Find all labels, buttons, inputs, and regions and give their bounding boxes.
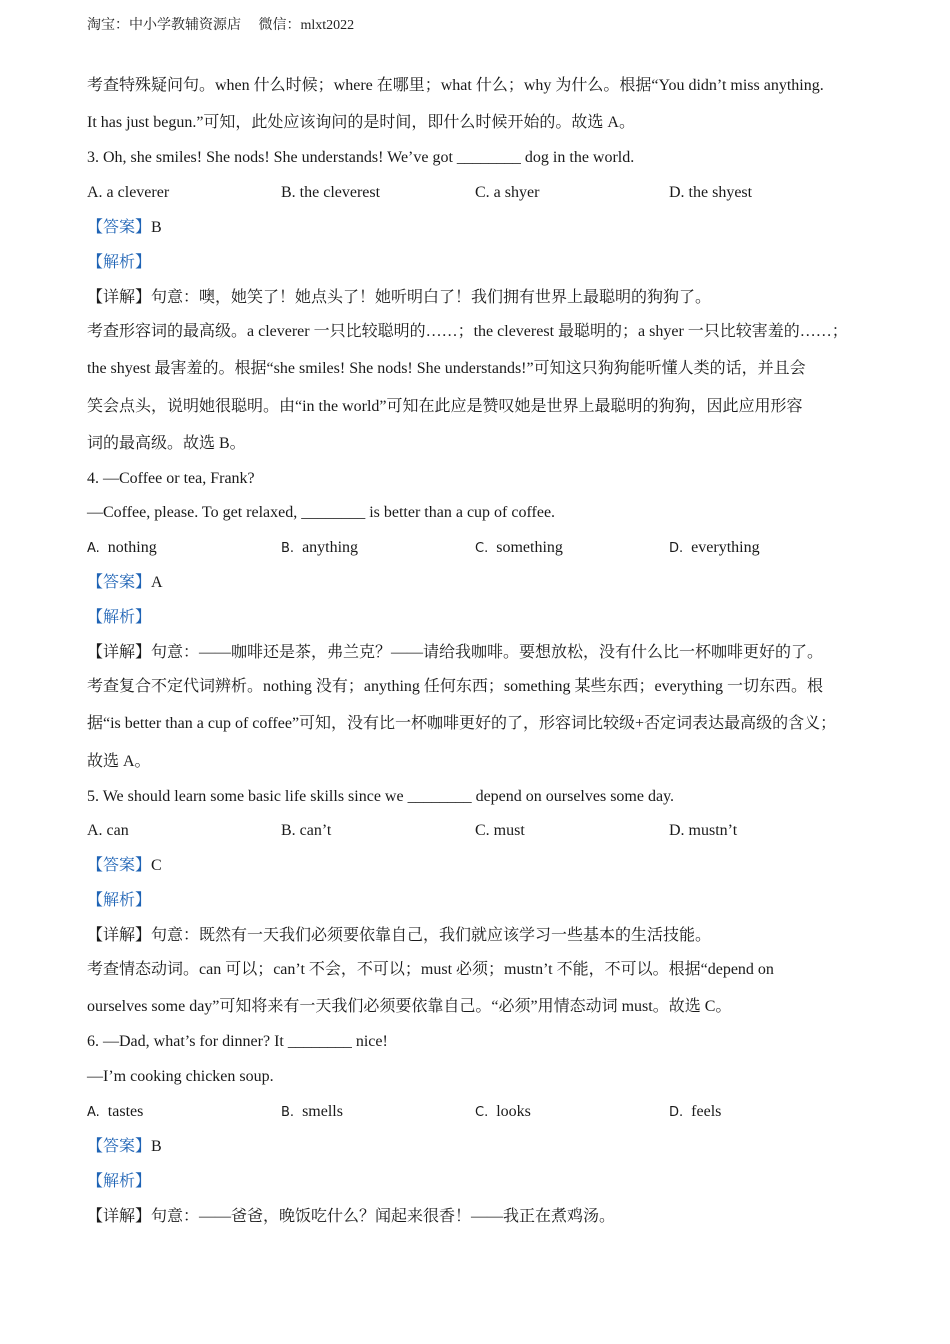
q5-option-d: D. mustn’t [669,822,738,839]
q4-analysis-label: 【解析】 [87,609,152,626]
option-letter: C. [475,1105,489,1120]
option-letter: A. [87,1105,100,1120]
question-6-stem: —I’m cooking chicken soup. [87,1068,274,1085]
answer-value: B [151,1138,162,1155]
option-text: looks [496,1103,531,1120]
option-letter: B. [281,541,295,556]
q6-option-d [669,1101,721,1124]
option-text: everything [691,539,760,556]
q4-detail [87,642,823,664]
detail-text: 句意：既然有一天我们必须要依靠自己，我们就应该学习一些基本的生活技能。 [151,927,712,944]
option-text: something [496,539,563,556]
q3-explain-line: 词的最高级。故选 B。 [87,435,246,452]
detail-label: 【详解】 [87,1208,152,1225]
detail-text: 句意：——咖啡还是茶，弗兰克？——请给我咖啡。要想放松，没有什么比一杯咖啡更好的了。 [151,644,824,661]
answer-value: B [151,219,162,236]
q4-option-c [475,537,563,560]
detail-label: 【详解】 [87,289,152,306]
option-text: smells [302,1103,343,1120]
q5-option-b: B. can’t [281,822,332,839]
option-text: anything [302,539,359,556]
q4-explain-line: 故选 A。 [87,753,151,770]
q3-explain-line: 考查形容词的最高级。a cleverer 一只比较聪明的……；the cleverest 最聪明的；a shyer 一只比较害羞的……； [87,323,848,340]
intro-line: 考查特殊疑问句。when 什么时候；where 在哪里；what 什么；why 为什么。根据“You didn’t miss anything. [87,77,824,94]
q6-option-a [87,1101,143,1124]
q3-option-d: D. the shyest [669,184,753,201]
option-text: feels [691,1103,722,1120]
q4-option-d [669,537,760,560]
q4-answer [87,572,163,594]
q5-explain-line: ourselves some day”可知将来有一天我们必须要依靠自己。“必须”用情态动词 must。故选 C。 [87,998,732,1015]
detail-label: 【详解】 [87,927,152,944]
detail-text: 句意：——爸爸，晚饭吃什么？闻起来很香！——我正在煮鸡汤。 [151,1208,616,1225]
q5-option-c: C. must [475,822,525,839]
q5-detail [87,925,711,947]
q5-analysis-label: 【解析】 [87,892,152,909]
q4-explain-line: 考查复合不定代词辨析。nothing 没有；anything 任何东西；something 某些东西；everything 一切东西。根 [87,678,823,695]
question-3-stem: 3. Oh, she smiles! She nods! She understands! We’ve got ________ dog in the world. [87,149,635,166]
q6-option-c [475,1101,531,1124]
q3-analysis-label: 【解析】 [87,254,152,271]
q6-analysis-label: 【解析】 [87,1173,152,1190]
q6-option-b [281,1101,343,1124]
option-letter: C. [475,541,489,556]
option-letter: A. [87,541,100,556]
option-text: tastes [107,1103,144,1120]
question-4-stem: —Coffee, please. To get relaxed, ________ is better than a cup of coffee. [87,504,556,521]
q5-option-a: A. can [87,822,129,839]
q3-explain-line: 笑会点头，说明她很聪明。由“in the world”可知在此应是赞叹她是世界上最聪明的狗狗，因此应用形容 [87,398,803,415]
page-header [87,14,354,34]
q3-option-a: A. a cleverer [87,184,170,201]
q3-option-c: C. a shyer [475,184,540,201]
option-letter: D. [669,541,684,556]
shop-name: 淘宝：中小学教辅资源店 [87,18,241,33]
detail-text: 句意：噢，她笑了！她点头了！她听明白了！我们拥有世界上最聪明的狗狗了。 [151,289,712,306]
question-6-stem: 6. —Dad, what’s for dinner? It ________ nice! [87,1033,388,1050]
answer-label: 【答案】 [87,574,152,591]
answer-label: 【答案】 [87,219,152,236]
question-4-stem: 4. —Coffee or tea, Frank? [87,470,255,487]
option-text: nothing [107,539,157,556]
q6-detail [87,1206,615,1228]
q5-explain-line: 考查情态动词。can 可以；can’t 不会，不可以；must 必须；mustn’t 不能，不可以。根据“depend on [87,961,774,978]
option-letter: D. [669,1105,684,1120]
detail-label: 【详解】 [87,644,152,661]
q3-option-b: B. the cleverest [281,184,381,201]
answer-value: C [151,857,162,874]
answer-label: 【答案】 [87,1138,152,1155]
q6-answer [87,1136,162,1158]
wechat-id: 微信：mlxt2022 [258,18,355,33]
q4-option-b [281,537,358,560]
q4-option-a [87,537,157,560]
question-5-stem: 5. We should learn some basic life skills since we ________ depend on ourselves some day. [87,788,675,805]
answer-label: 【答案】 [87,857,152,874]
q3-answer [87,217,162,239]
option-letter: B. [281,1105,295,1120]
q3-detail [87,287,711,309]
q4-explain-line: 据“is better than a cup of coffee”可知，没有比一杯咖啡更好的了，形容词比较级+否定词表达最高级的含义； [87,715,837,732]
q3-explain-line: the shyest 最害羞的。根据“she smiles! She nods! She understands!”可知这只狗狗能听懂人类的话，并且会 [87,360,806,377]
q5-answer [87,855,162,877]
answer-value: A [151,574,163,591]
intro-line: It has just begun.”可知，此处应该询问的是时间，即什么时候开始的。故选 A。 [87,114,635,131]
